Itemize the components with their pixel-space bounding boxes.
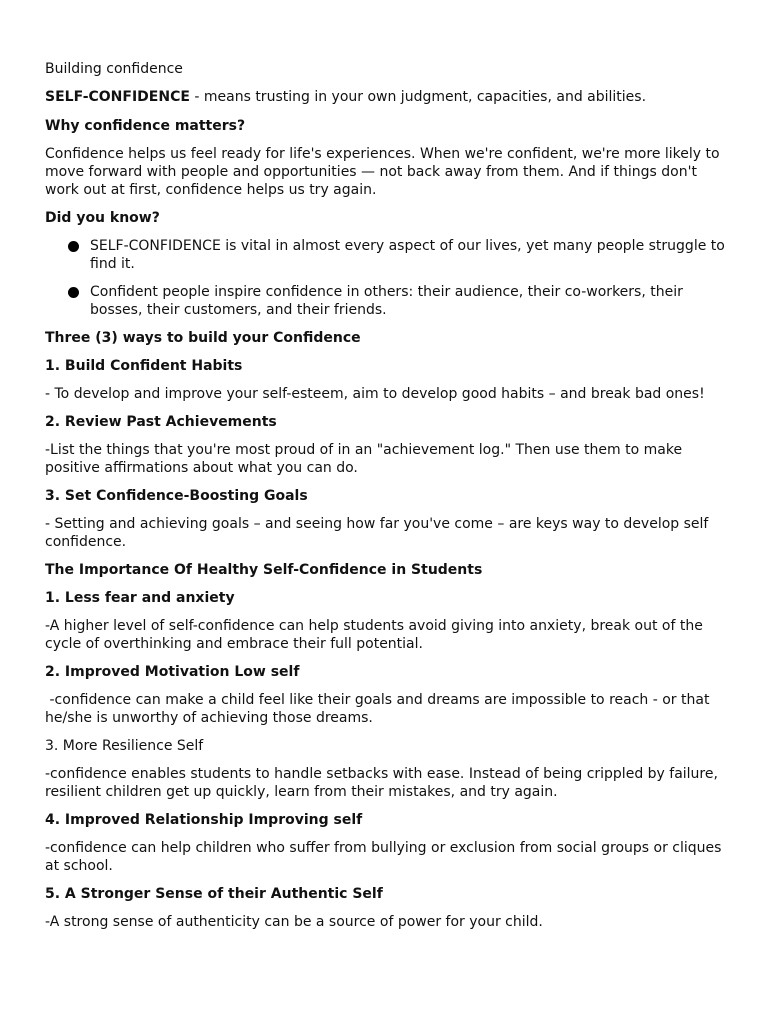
importance-5-text: -A strong sense of authenticity can be a source of power for your child. xyxy=(45,914,543,930)
did-you-know-list xyxy=(45,237,725,319)
list-item xyxy=(45,283,725,319)
way-3-text: - Setting and achieving goals – and seeing how far you've come – are keys way to develop self confidence. xyxy=(45,516,709,550)
importance-1-heading: 1. Less fear and anxiety xyxy=(45,590,235,606)
importance-2-text: -confidence can make a child feel like their goals and dreams are impossible to reach - or that he/she is unworthy of achieving those dreams. xyxy=(45,692,714,726)
three-ways-heading: Three (3) ways to build your Confidence xyxy=(45,330,361,346)
did-you-know-heading: Did you know? xyxy=(45,210,160,226)
bullet-icon xyxy=(68,241,79,252)
bullet-text: Confident people inspire confidence in others: their audience, their co-workers, their bosses, their customers, and their friends. xyxy=(90,284,683,318)
importance-5-heading: 5. A Stronger Sense of their Authentic Self xyxy=(45,886,383,902)
importance-2-heading: 2. Improved Motivation Low self xyxy=(45,664,300,680)
way-1-text: - To develop and improve your self-esteem, aim to develop good habits – and break bad ones! xyxy=(45,386,705,402)
importance-1-text: -A higher level of self-confidence can help students avoid giving into anxiety, break out of the cycle of overthinking and embrace their full potential. xyxy=(45,618,703,652)
way-1-heading: 1. Build Confident Habits xyxy=(45,358,243,374)
way-2-heading: 2. Review Past Achievements xyxy=(45,414,277,430)
bullet-icon xyxy=(68,287,79,298)
bullet-text: SELF-CONFIDENCE is vital in almost every aspect of our lives, yet many people struggle to find it. xyxy=(90,238,725,272)
why-heading: Why confidence matters? xyxy=(45,118,246,134)
definition-term: SELF-CONFIDENCE xyxy=(45,89,190,105)
importance-4-text: -confidence can help children who suffer from bullying or exclusion from social groups or cliques at school. xyxy=(45,840,722,874)
document-page xyxy=(45,60,725,941)
importance-3-text: -confidence enables students to handle setbacks with ease. Instead of being crippled by failure, resilient children get up quickly, learn from their mistakes, and try again. xyxy=(45,766,718,800)
why-paragraph: Confidence helps us feel ready for life's experiences. When we're confident, we're more likely to move forward with people and opportunities — not back away from them. And if things don't work out at first, confidence helps us try again. xyxy=(45,146,720,198)
importance-3-heading: 3. More Resilience Self xyxy=(45,738,204,754)
importance-4-heading: 4. Improved Relationship Improving self xyxy=(45,812,363,828)
document-title: Building confidence xyxy=(45,61,183,77)
list-item xyxy=(45,237,725,273)
definition-text: - means trusting in your own judgment, capacities, and abilities. xyxy=(189,89,647,105)
way-3-heading: 3. Set Confidence-Boosting Goals xyxy=(45,488,308,504)
way-2-text: -List the things that you're most proud of in an "achievement log." Then use them to make positive affirmations about what you can do. xyxy=(45,442,683,476)
definition-paragraph xyxy=(45,88,725,106)
importance-heading: The Importance Of Healthy Self-Confidence in Students xyxy=(45,562,483,578)
